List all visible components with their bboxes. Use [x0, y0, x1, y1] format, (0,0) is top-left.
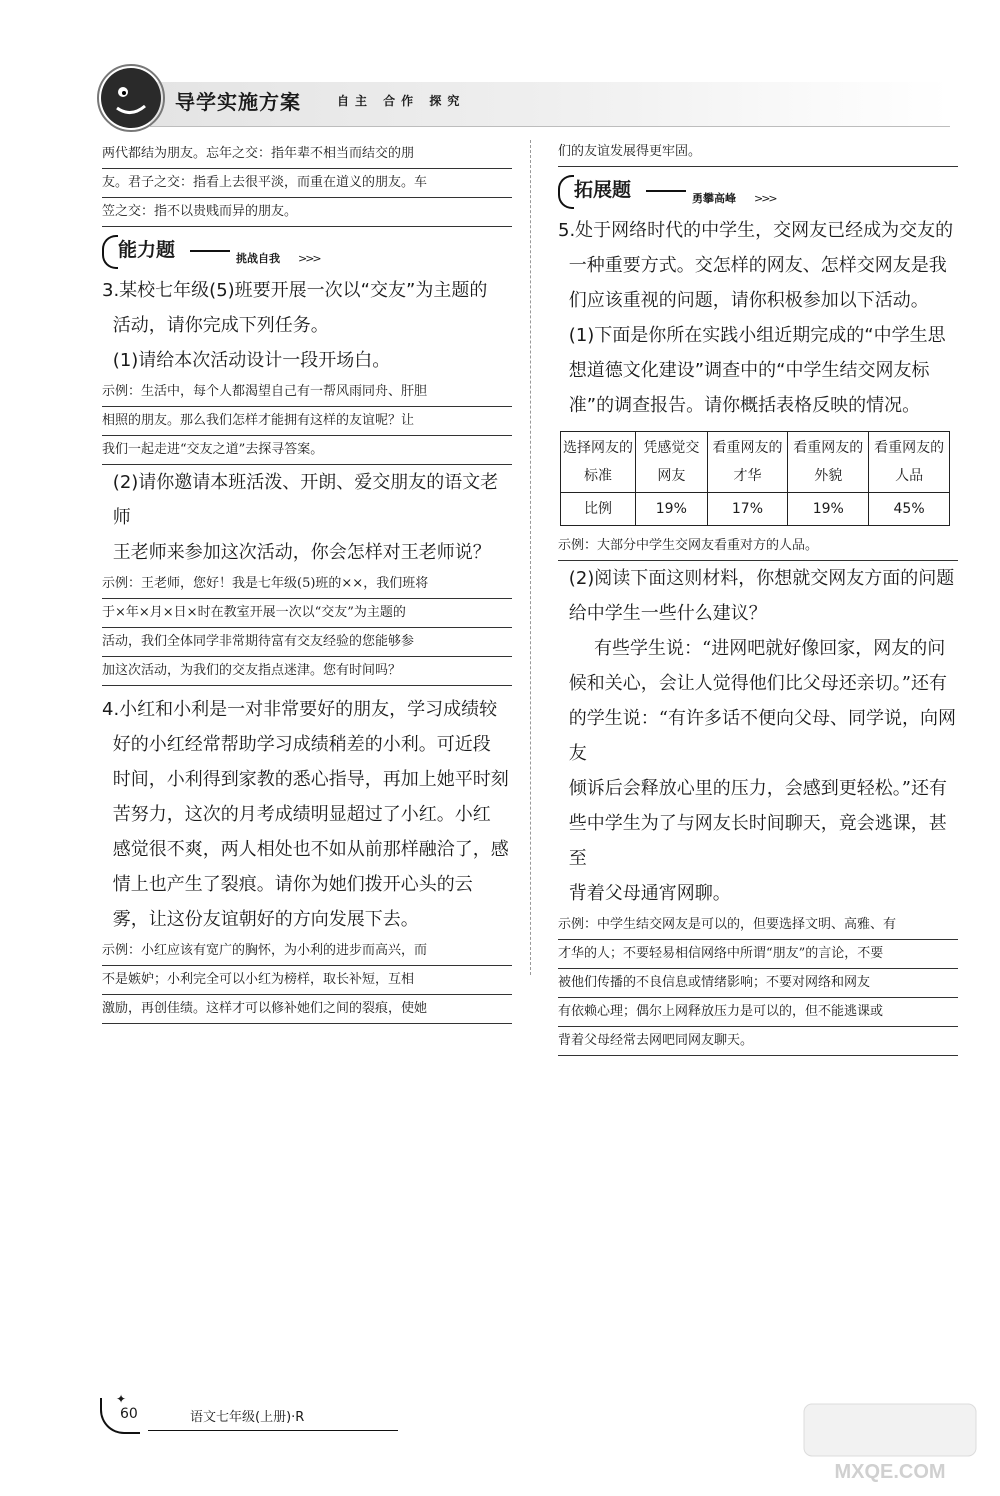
material-line: 背着父母通宵网聊。: [568, 883, 731, 904]
material-line: 的学生说：“有许多话不便向父母、同学说，向网友: [568, 708, 956, 764]
footer-rule: [148, 1430, 398, 1431]
table-header-cell: 看重网友的才华: [707, 432, 788, 493]
answer-block: [558, 532, 958, 561]
mascot-icon: [95, 62, 167, 134]
subquestion: 准”的调查报告。请你概括表格反映的情况。: [568, 395, 921, 416]
answer-line: 示例：生活中，每个人都渴望自己有一帮风雨同舟、肝胆: [102, 378, 512, 407]
page-number: 60: [120, 1406, 138, 1422]
table-header-cell: 凭感觉交网友: [636, 432, 707, 493]
dash-line: [190, 250, 230, 252]
answer-line: 示例：小红应该有宽广的胸怀，为小利的进步而高兴，而: [102, 937, 512, 966]
section-heading-extension: [558, 171, 958, 211]
answer-line: 被他们传播的不良信息或情绪影响；不要对网络和网友: [558, 969, 958, 998]
answer-line: 示例：大部分中学生交网友看重对方的人品。: [558, 532, 958, 561]
top-answer: [558, 138, 958, 167]
answer-line: 不是嫉妒；小利完全可以小红为榜样，取长补短，互相: [102, 966, 512, 995]
answer-line: 示例：王老师，您好！我是七年级(5)班的××，我们班将: [102, 570, 512, 599]
bracket-icon: [102, 235, 118, 269]
question-line: 一种重要方式。交怎样的网友、怎样交网友是我: [568, 255, 947, 276]
svg-text:MXQE.COM: MXQE.COM: [834, 1461, 946, 1483]
question-line: 3.某校七年级(5)班要开展一次以“交友”为主题的: [102, 280, 488, 301]
subquestion: 想道德文化建设”调查中的“中学生结交网友标: [568, 360, 930, 381]
survey-table: [560, 431, 950, 526]
question-line: 感觉很不爽，两人相处也不如从前那样融洽了，感: [112, 839, 509, 860]
intro-answer: [102, 140, 512, 227]
answer-line: 我们一起走进“交友之道”去探寻答案。: [102, 436, 512, 465]
question-3: [102, 273, 512, 686]
right-column: [558, 138, 958, 1056]
question-line: 苦努力，这次的月考成绩明显超过了小红。小红: [112, 804, 491, 825]
question-line: 5.处于网络时代的中学生，交网友已经成为交友的: [558, 220, 954, 241]
dash-line: [646, 190, 686, 192]
star-icon: ✦: [116, 1392, 127, 1406]
section-name: 拓展题: [574, 179, 632, 201]
table-header-cell: 看重网友的外貌: [788, 432, 869, 493]
answer-block: [102, 570, 512, 686]
chevrons-icon: >>>: [754, 192, 776, 205]
question-line: 4.小红和小利是一对非常要好的朋友，学习成绩较: [102, 699, 498, 720]
section-tag: 挑战自我: [236, 252, 280, 265]
material-line: 倾诉后会释放心里的压力，会感到更轻松。”还有: [568, 778, 947, 799]
answer-line: 加这次活动，为我们的交友指点迷津。您有时间吗？: [102, 657, 512, 686]
page-footer: [100, 1392, 400, 1442]
table-header-row: [561, 432, 950, 493]
subquestion: (1)请给本次活动设计一段开场白。: [112, 350, 391, 371]
material-line: 有些学生说：“进网吧就好像回家，网友的问: [594, 638, 946, 659]
answer-block: [102, 378, 512, 465]
table-cell: 17%: [707, 493, 788, 526]
answer-line: 有依赖心理；偶尔上网释放压力是可以的，但不能逃课或: [558, 998, 958, 1027]
header-subtitle: 自主 合作 探究: [337, 94, 466, 108]
subquestion: (2)阅读下面这则材料，你想就交网友方面的问题: [568, 568, 955, 589]
question-line: 们应该重视的问题，请你积极参加以下活动。: [568, 290, 929, 311]
subquestion: 王老师来参加这次活动，你会怎样对王老师说？: [112, 542, 491, 563]
table-cell: 19%: [788, 493, 869, 526]
section-name: 能力题: [118, 239, 176, 261]
question-line: 时间，小利得到家教的悉心指导，再加上她平时刻: [112, 769, 509, 790]
answer-line: 活动，我们全体同学非常期待富有交友经验的您能够参: [102, 628, 512, 657]
table-cell: 45%: [869, 493, 950, 526]
question-line: 好的小红经常帮助学习成绩稍差的小利。可近段: [112, 734, 491, 755]
subquestion: (2)请你邀请本班活泼、开朗、爱交朋友的语文老师: [112, 472, 499, 528]
chevrons-icon: >>>: [298, 252, 320, 265]
question-4: [102, 692, 512, 1024]
bracket-icon: [558, 175, 574, 209]
answer-line: 激励，再创佳绩。这样才可以修补她们之间的裂痕，使她: [102, 995, 512, 1024]
section-heading-ability: [102, 231, 512, 271]
watermark-logo: [800, 1400, 980, 1490]
subquestion: 给中学生一些什么建议？: [568, 603, 767, 624]
table-header-cell: 选择网友的标准: [561, 432, 636, 493]
material-line: 些中学生为了与网友长时间聊天，竟会逃课，甚至: [568, 813, 947, 869]
header-title: 导学实施方案: [175, 90, 301, 114]
table-row-label: 比例: [561, 493, 636, 526]
question-line: 活动，请你完成下列任务。: [112, 315, 329, 336]
answer-line: 们的友谊发展得更牢固。: [558, 138, 958, 167]
table-cell: 19%: [636, 493, 707, 526]
answer-block: [558, 911, 958, 1056]
column-divider: [530, 140, 531, 975]
answer-line: 笠之交：指不以贵贱而异的朋友。: [102, 198, 512, 227]
table-row: [561, 493, 950, 526]
section-tag: 勇攀高峰: [692, 192, 736, 205]
material-line: 候和关心，会让人觉得他们比父母还亲切。”还有: [568, 673, 947, 694]
table-header-cell: 看重网友的人品: [869, 432, 950, 493]
answer-line: 友。君子之交：指看上去很平淡，而重在道义的朋友。车: [102, 169, 512, 198]
answer-line: 才华的人；不要轻易相信网络中所谓“朋友”的言论，不要: [558, 940, 958, 969]
answer-block: [102, 937, 512, 1024]
question-line: 雾，让这份友谊朝好的方向发展下去。: [112, 909, 419, 930]
answer-line: 两代都结为朋友。忘年之交：指年辈不相当而结交的朋: [102, 140, 512, 169]
subquestion: (1)下面是你所在实践小组近期完成的“中学生思: [568, 325, 946, 346]
book-title: 语文七年级(上册)·R: [190, 1410, 305, 1425]
answer-line: 相照的朋友。那么我们怎样才能拥有这样的友谊呢？让: [102, 407, 512, 436]
reading-material: [558, 631, 958, 911]
question-line: 情上也产生了裂痕。请你为她们拨开心头的云: [112, 874, 473, 895]
page-header: [95, 62, 955, 132]
left-column: [102, 140, 512, 1024]
answer-line: 背着父母经常去网吧同网友聊天。: [558, 1027, 958, 1056]
question-5: [558, 213, 958, 1056]
answer-line: 于×年×月×日×时在教室开展一次以“交友”为主题的: [102, 599, 512, 628]
answer-line: 示例：中学生结交网友是可以的，但要选择文明、高雅、有: [558, 911, 958, 940]
